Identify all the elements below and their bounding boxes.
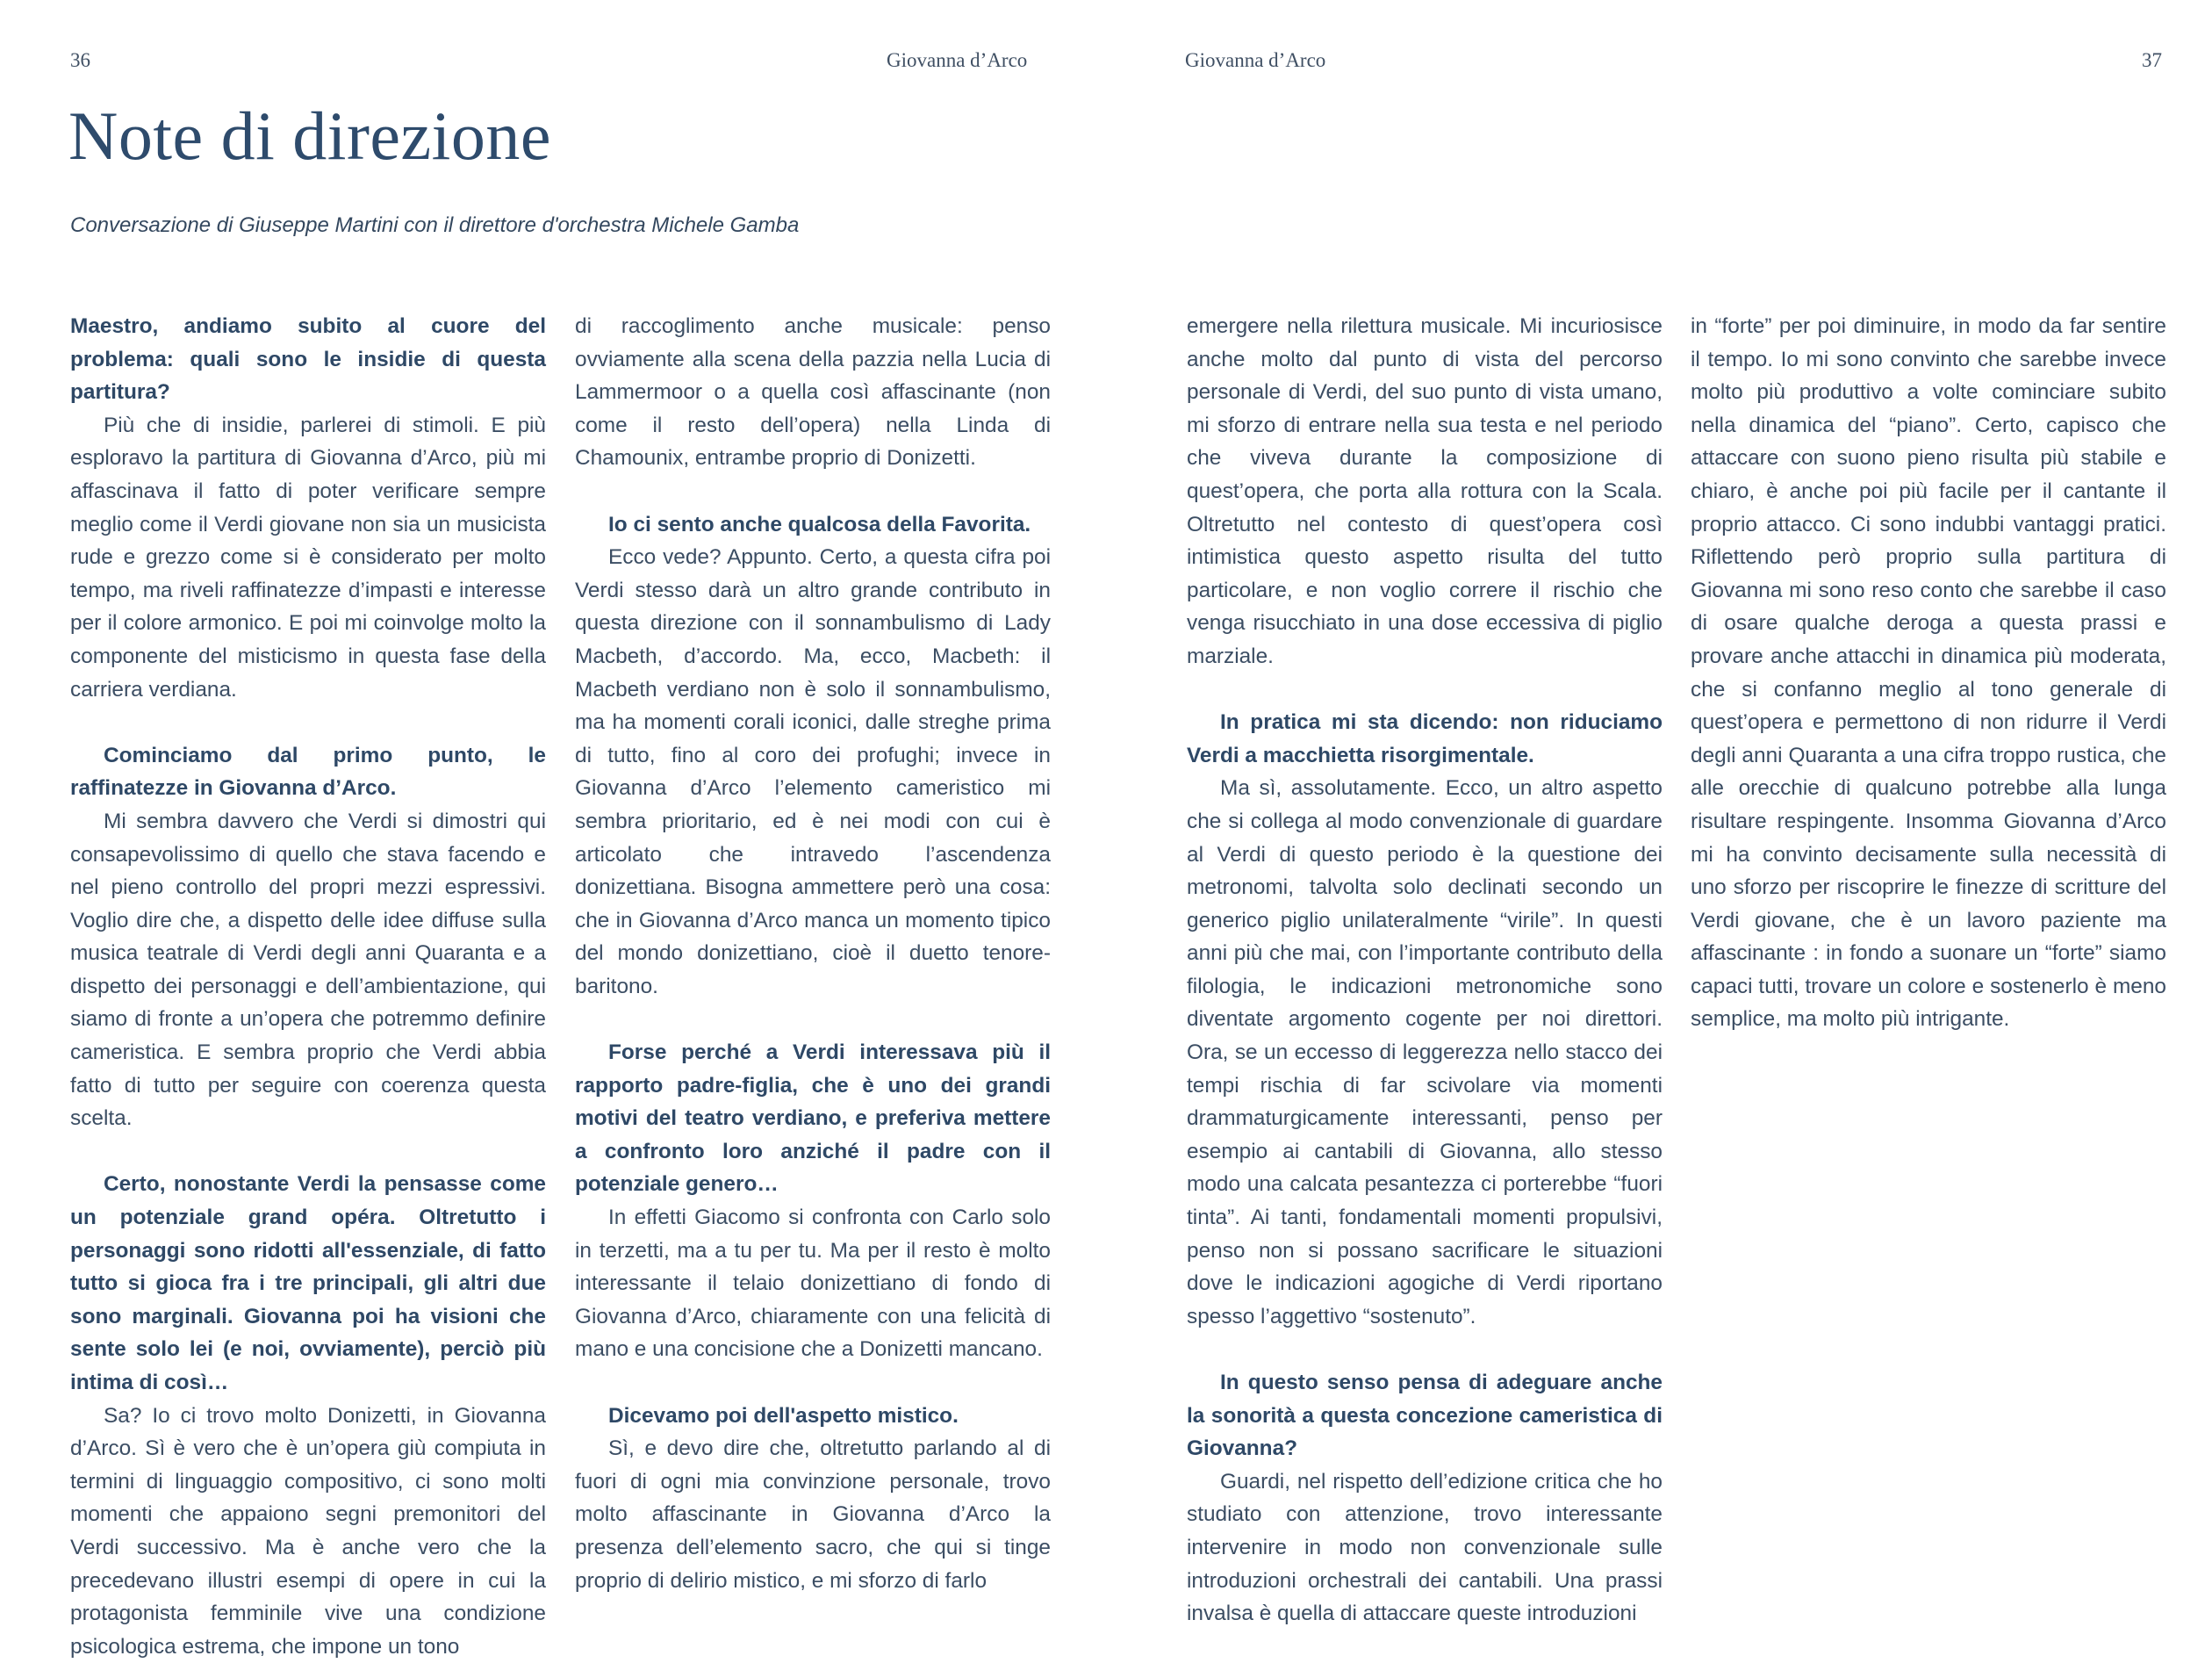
interview-question: Dicevamo poi dell'aspetto mistico.: [608, 1403, 959, 1428]
interview-answer: Ma sì, assolutamente. Ecco, un altro aspetto che si collega al modo convenzionale di guardare al Verdi di questo periodo è la questione dei metronomi, talvolta solo declinati secondo un generico piglio unilateralmente “virile”. In questi anni più che mai, con l’importante contributo della filologia, le indicazioni metronomiche sono diventate argomento cogente per noi direttori. Ora, se un eccesso di leggerezza nello stacco dei tempi rischia di far scivolare via momenti drammaturgicamente interessanti, penso per esempio ai cantabili di Giovanna, allo stesso modo una calcata pesantezza ci porterebbe “fuori tinta”. Ai tanti, fondamentali momenti propulsivi, penso non si possano sacrificare le situazioni dove le indicazioni agogiche di Verdi riportano spesso l’aggettivo “sostenuto”.: [1187, 776, 1663, 1328]
interview-question: In questo senso pensa di adeguare anche la sonorità a questa concezione cameristica di Giovanna?: [1187, 1371, 1663, 1461]
text-column-2: [575, 310, 1051, 1597]
interview-answer: Sì, e devo dire che, oltretutto parlando al di fuori di ogni mia convinzione personale, trovo molto affascinante in Giovanna d’Arco la presenza dell’elemento sacro, che qui si tinge proprio di delirio mistico, e mi sforzo di farlo: [575, 1436, 1051, 1593]
text-column-1: [70, 310, 546, 1663]
interview-answer: Più che di insidie, parlerei di stimoli. E più esploravo la partitura di Giovanna d’Arco, più mi affascinava il fatto di poter verificare sempre meglio come il Verdi giovane non sia un musicista rude e grezzo come si è considerato per molto tempo, ma riveli raffinatezze d’impasti e interesse per il colore armonico. E poi mi coinvolge molto la componente del misticismo in questa fase della carriera verdiana.: [70, 413, 546, 702]
interview-answer: Sa? Io ci trovo molto Donizetti, in Giovanna d’Arco. Sì è vero che è un’opera giù compiuta in termini di linguaggio compositivo, ci sono molti momenti che appaiono segni premonitori del Verdi successivo. Ma è anche vero che la precedevano illustri esempi di opere in cui la protagonista femminile vive una condizione psicologica estrema, che impone un tono: [70, 1403, 546, 1659]
interview-answer: In effetti Giacomo si confronta con Carlo solo in terzetti, ma a tu per tu. Ma per il resto è molto interessante il telaio donizettiano di fondo di Giovanna d’Arco, chiaramente con una felicità di mano e una concisione che a Donizetti mancano.: [575, 1206, 1051, 1362]
text-column-3: [1187, 310, 1663, 1631]
right-running-head: Giovanna d’Arco: [1185, 49, 1326, 71]
article-title: Note di direzione: [68, 97, 551, 174]
text-column-4: [1691, 310, 2166, 1036]
interview-answer: Ecco vede? Appunto. Certo, a questa cifra poi Verdi stesso darà un altro grande contributo in questa direzione con il sonnambulismo di Lady Macbeth, d’accordo. Ma, ecco, Macbeth: il Macbeth verdiano non è solo il sonnambulismo, ma ha momenti corali iconici, dalle streghe prima di tutto, fino al coro dei profughi; invece in Giovanna d’Arco l’elemento cameristico mi sembra prioritario, ed è nei modi con cui è articolato che intravedo l’ascendenza donizettiana. Bisogna ammettere però una cosa: che in Giovanna d’Arco manca un momento tipico del mondo donizettiano, cioè il duetto tenore-baritono.: [575, 545, 1051, 998]
interview-question: In pratica mi sta dicendo: non riduciamo Verdi a macchietta risorgimentale.: [1187, 710, 1663, 767]
interview-question: Forse perché a Verdi interessava più il rapporto padre-figlia, che è uno dei grandi motivi del teatro verdiano, e preferiva mettere a confronto loro anziché il padre con il potenziale genero…: [575, 1040, 1051, 1197]
interview-question: Io ci sento anche qualcosa della Favorita.: [608, 512, 1031, 536]
interview-question: Cominciamo dal primo punto, le raffinatezze in Giovanna d’Arco.: [70, 743, 546, 801]
interview-answer: di raccoglimento anche musicale: penso ovviamente alla scena della pazzia nella Lucia di Lammermoor o a quella così affascinante (non come il resto dell’opera) nella Linda di Chamounix, entrambe proprio di Donizetti.: [575, 314, 1051, 471]
article-subtitle: Conversazione di Giuseppe Martini con il direttore d'orchestra Michele Gamba: [70, 213, 800, 237]
left-running-head: Giovanna d’Arco: [887, 49, 1028, 71]
interview-answer: Mi sembra davvero che Verdi si dimostri qui consapevolissimo di quello che stava facendo e nel pieno controllo del propri mezzi espressivi. Voglio dire che, a dispetto delle idee diffuse sulla musica teatrale di Verdi degli anni Quaranta e a dispetto dei personaggi e dell’ambientazione, qui siamo di fronte a un’opera che potremmo definire cameristica. E sembra proprio che Verdi abbia fatto di tutto per seguire con coerenza questa scelta.: [70, 809, 546, 1131]
interview-question: Maestro, andiamo subito al cuore del problema: quali sono le insidie di questa partitura?: [70, 314, 546, 405]
left-page-number: 36: [70, 49, 90, 71]
interview-answer: in “forte” per poi diminuire, in modo da far sentire il tempo. Io mi sono convinto che sarebbe invece molto più produttivo a volte cominciare subito nella dinamica del “piano”. Certo, capisco che attaccare con suono pieno risulta più stabile e chiaro, è anche poi più facile per il cantante il proprio attacco. Ci sono indubbi vantaggi pratici. Riflettendo però proprio sulla partitura di Giovanna mi sono reso conto che sarebbe il caso di osare qualche deroga a questa prassi e provare anche attacchi in dinamica più moderata, che si confanno meglio al tono generale di quest’opera e permettono di non ridurre il Verdi degli anni Quaranta a una cifra troppo rustica, che alle orecchie di qualcuno potrebbe alla lunga risultare respingente. Insomma Giovanna d’Arco mi ha convinto decisamente sulla necessità di uno sforzo per riscoprire le finezze di scritture del Verdi giovane, che è un lavoro paziente ma affascinante : in fondo a suonare un “forte” siamo capaci tutti, trovare un colore e sostenerlo è meno semplice, ma molto più intrigante.: [1691, 314, 2166, 1032]
interview-answer: emergere nella rilettura musicale. Mi incuriosisce anche molto dal punto di vista del percorso personale di Verdi, del suo punto di vista umano, mi sforzo di entrare nella sua testa e nel periodo che viveva durante la composizione di quest’opera, che porta alla rottura con la Scala. Oltretutto nel contesto di quest’opera così intimistica questo aspetto risulta del tutto particolare, e non voglio correre il rischio che venga risucchiato in una dose eccessiva di piglio marziale.: [1187, 314, 1663, 668]
interview-question: Certo, nonostante Verdi la pensasse come un potenziale grand opéra. Oltretutto i personaggi sono ridotti all'essenziale, di fatto tutto si gioca fra i tre principali, gli altri due sono marginali. Giovanna poi ha visioni che sente solo lei (e noi, ovviamente), perciò più intima di così…: [70, 1172, 546, 1394]
interview-answer: Guardi, nel rispetto dell’edizione critica che ho studiato con attenzione, trovo interessante intervenire in modo non convenzionale sulle introduzioni orchestrali dei cantabili. Una prassi invalsa è quella di attaccare queste introduzioni: [1187, 1469, 1663, 1626]
right-page-number: 37: [2142, 49, 2162, 71]
